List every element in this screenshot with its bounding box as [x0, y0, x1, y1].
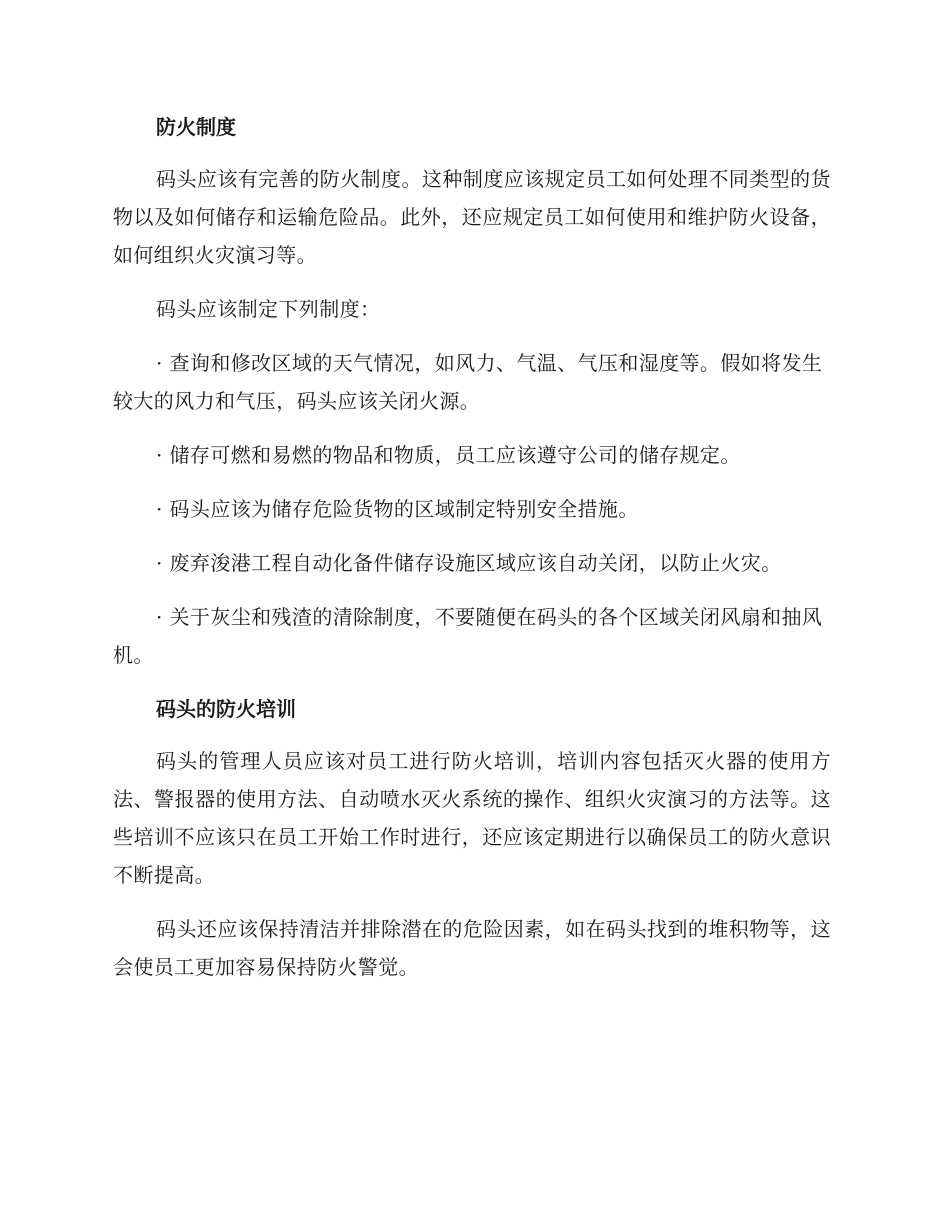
section-heading-fire-training: 码头的防火培训	[156, 697, 296, 721]
document-page	[113, 108, 831, 1002]
paragraph-policy-list-lead: 码头应该制定下列制度：	[156, 297, 381, 321]
section-heading-fire-policy: 防火制度	[156, 115, 236, 139]
paragraph-training-content: 码头的管理人员应该对员工进行防火培训，培训内容包括灭火器的使用方法、警报器的使用方法、自动喷水灭火系统的操作、组织火灾演习的方法等。这些培训不应该只在员工开始工作时进行，还应该定期进行以确保员工的防火意识不断提高。	[113, 749, 831, 887]
list-item: · 关于灰尘和残渣的清除制度，不要随便在码头的各个区域关闭风扇和抽风机。	[113, 605, 823, 667]
list-item: · 查询和修改区域的天气情况，如风力、气温、气压和湿度等。假如将发生较大的风力和气压，码头应该关闭火源。	[113, 351, 823, 413]
paragraph-fire-policy-intro: 码头应该有完善的防火制度。这种制度应该规定员工如何处理不同类型的货物以及如何储存和运输危险品。此外，还应规定员工如何使用和维护防火设备，如何组织火灾演习等。	[113, 167, 831, 267]
list-item: · 码头应该为储存危险货物的区域制定特别安全措施。	[156, 497, 639, 521]
list-item: · 废弃浚港工程自动化备件储存设施区域应该自动关闭，以防止火灾。	[156, 551, 782, 575]
list-item: · 储存可燃和易燃的物品和物质，员工应该遵守公司的储存规定。	[156, 443, 741, 467]
paragraph-cleanliness: 码头还应该保持清洁并排除潜在的危险因素，如在码头找到的堆积物等，这会使员工更加容易保持防火警觉。	[113, 917, 831, 979]
